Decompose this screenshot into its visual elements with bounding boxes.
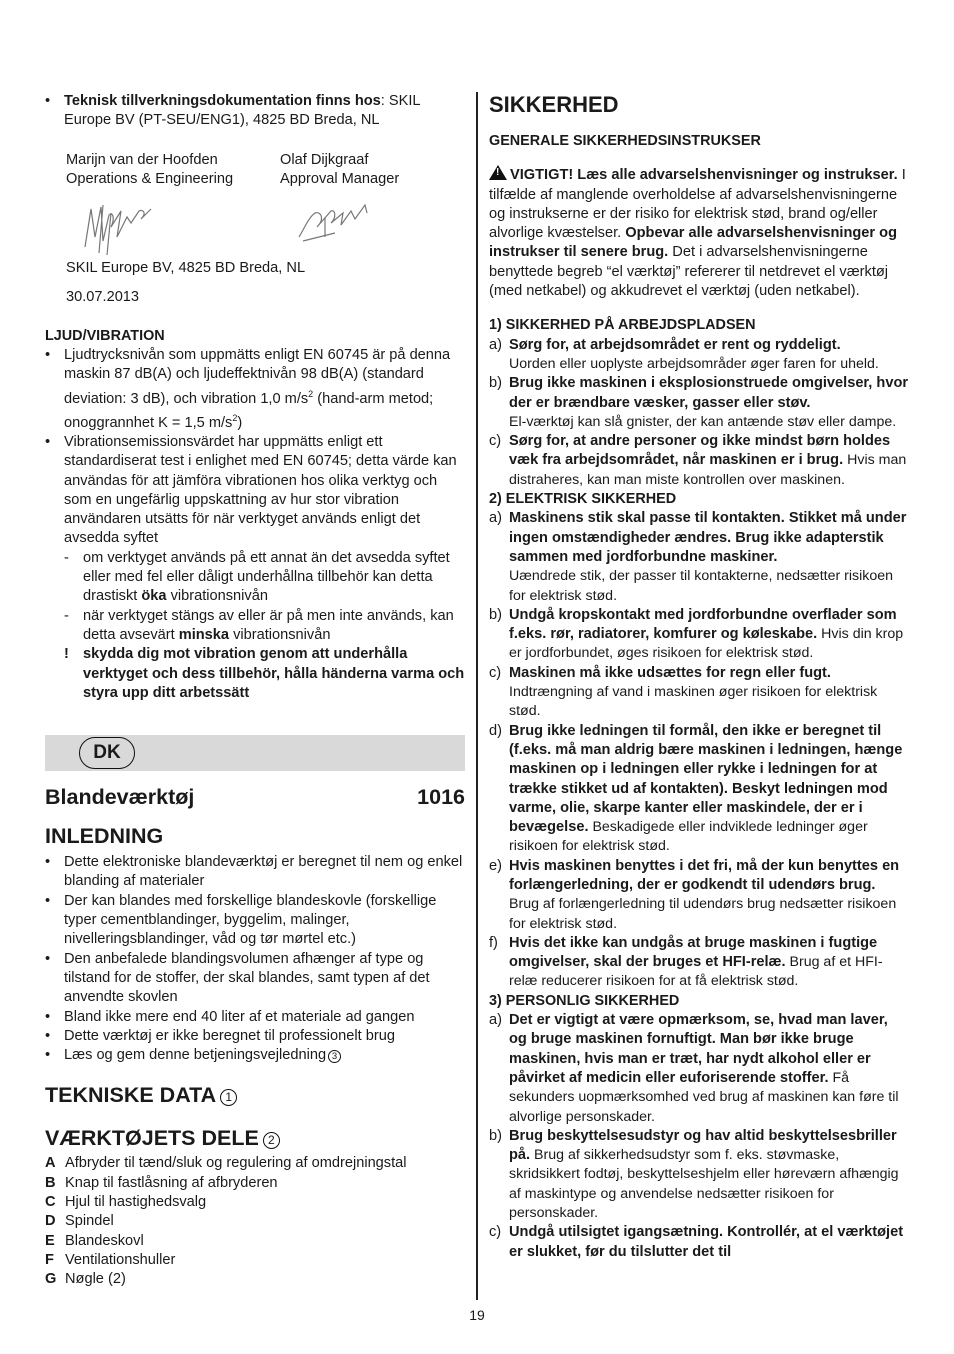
ref-1-icon: 1 [220,1089,237,1106]
item-text: Brug af et HFI-relæ reducerer risikoen for at få elektrisk stød. [509,954,883,990]
intro-heading: INLEDNING [45,824,164,849]
item-bold: Sørg for, at arbejdsområdet er rent og ryddeligt. [509,336,841,353]
excl-mark: ! [64,646,69,663]
signature-1 [81,197,295,261]
item-text: Hvis man distraheres, kan man miste kontrollen over maskinen. [509,452,907,488]
dash-item-1 [45,549,465,607]
item-bold: Sørg for, at andre personer og ikke mindst børn holdes væk fra arbejdsområdet, når maskinen er i brug. [509,433,891,469]
dash-item-2 [45,607,465,646]
dash2-c: vibrationsnivån [229,626,331,643]
safety-item [489,1127,909,1223]
important-text1: I tilfælde af manglende overholdelse af advarselshenvisningerne og instrukserne er der risiko for elektrisk stød, brand og/eller alvorlige kvæstelser. [489,167,906,242]
signature-2 [295,197,375,261]
dash-mark: - [64,607,69,624]
tech-heading [45,1082,465,1108]
item-text: Brug af forlængerledning til udendørs brug nedsætter risikoen for elektrisk stød. [509,896,897,932]
important-paragraph [489,165,909,301]
item-bold: Det er vigtigt at være opmærksom, se, hvad man laver, og bruge maskinen fornuftigt. Man bør ikke bruge maskinen, hvis man er træt, har nydt alkohol eller er påvirket af medicin eller euforiserende stoffer. [509,1012,888,1086]
dash2-a: när verktyget stängs av eller är på men inte används, kan detta avsevärt [83,607,454,643]
part-text: Knap til fastlåsning af afbryderen [65,1174,278,1191]
item-bold: Brug ikke ledningen til formål, den ikke er beregnet til (f.eks. må man aldrig bære maskinen i ledningen, hænge maskinen op i ledningen eller rykke i ledningen for at trække stikket ud af kontakten). Beskyt ledningen mod varme, olie, skarpe kanter eller maskindele, der er i bevægelse. [509,722,903,836]
intro-item: • Dette elektroniske blandeværktøj er beregnet til nem og enkel blanding af materialer [45,853,465,892]
item-marker: c) [489,664,502,681]
part-row [45,1174,465,1193]
intro-item: • Den anbefalede blandingsvolumen afhænger af type og tilstand for de stoffer, der skal blandes, samt typen af det anvendte skovlen [45,950,465,1008]
safety-item [489,664,909,722]
intro-item-last [45,1046,465,1065]
item-text: El-værktøj kan slå gnister, der kan antænde støv eller dampe. [509,413,897,430]
general-heading: GENERALE SIKKERHEDSINSTRUKSER [489,133,761,149]
sup: 2 [308,388,314,399]
left-column [45,92,465,1289]
item-marker: b) [489,1127,502,1144]
warning-icon [489,165,507,180]
item-bold: Hvis maskinen benyttes i det fri, må der kun benyttes en forlængerledning, der er godkendt til udendørs brug. [509,857,900,893]
safety-item [489,857,909,934]
item-bold: Maskinens stik skal passe til kontakten. Stikket må under ingen omstændigheder ændres. Brug ikke adapterstik sammen med jordforbundne maskiner. [509,510,907,565]
excl-text: skydda dig mot vibration genom att underhålla verktyget och dess tillbehör, hålla händerna varma och styra upp ditt arbetssätt [83,646,465,701]
s3-heading: 3) PERSONLIG SIKKERHED [489,992,680,1009]
part-row [45,1193,465,1212]
item-text: Indtrængning af vand i maskinen øger risikoen for elektrisk stød. [509,684,878,720]
part-key: C [45,1194,56,1210]
part-text: Nøgle (2) [65,1271,126,1288]
part-row [45,1232,465,1251]
dash-mark: - [64,549,69,566]
item-text: Brug af sikkerhedsudstyr som f. eks. støvmaske, skridsikkert fodtøj, beskyttelseshjelm eller høreværn afhængig af maskintype og anvendelse nedsætter risikoen for personskader. [509,1147,899,1222]
item-bold: Hvis det ikke kan undgås at bruge maskinen i fugtige omgivelser, skal der bruges et HFI-relæ. [509,934,878,971]
item-text: Få sekunders uopmærksomhed ved brug af maskinen kan føre til alvorlige personskader. [509,1069,899,1125]
sig2-name: Olaf Dijkgraaf [280,151,369,168]
safety-item [489,1223,909,1262]
tech-heading-text: TEKNISKE DATA [45,1083,217,1108]
part-key: G [45,1271,57,1288]
ref-3-icon: 3 [328,1050,341,1063]
part-text: Hjul til hastighedsvalg [65,1194,207,1210]
part-row [45,1154,465,1173]
s1-list [489,336,909,490]
tech-doc-item [45,92,465,131]
noise-1b: (hand-arm metod; onoggrannhet K = 1,5 m/s [64,390,434,431]
item-marker: d) [489,722,502,739]
safety-item [489,606,909,664]
safety-heading: SIKKERHED [489,92,619,117]
s1-heading: 1) SIKKERHED PÅ ARBEJDSPLADSEN [489,317,756,334]
language-bar [45,735,465,771]
item-marker: c) [489,1224,502,1241]
item-bold: Brug beskyttelsesudstyr og hav altid beskyttelsesbriller på. [509,1127,897,1164]
dash2-b: minska [178,626,230,643]
item-text: Beskadigede eller indviklede ledninger øger risikoen for elektrisk stød. [509,819,868,855]
s2-list [489,509,909,991]
important-text2: Det i advarselshenvisningerne benyttede begreb “el værktøj” refererer til netdrevet el værktøj (med netkabel) og akkudrevet el værktøj (uden netkabel). [489,244,889,300]
item-text: Hvis din krop er jordforbundet, øges risikoen for elektrisk stød. [509,626,904,662]
safety-item [489,509,909,605]
sup: 2 [232,412,238,423]
intro-item: • Der kan blandes med forskellige blandeskovle (forskellige typer cementblandinger, byggelim, malinger, nivelleringsblandinger, våd og tør mørtel etc.) [45,892,465,950]
dash1-a: om verktyget används på ett annat än det avsedda syftet eller med fel eller dåligt underhållna tillbehör kan detta drastiskt [83,549,450,605]
item-bold: Undgå utilsigtet igangsætning. Kontrollér, at el værktøjet er slukket, før du tilslutter det til [509,1224,904,1260]
part-text: Ventilationshuller [65,1251,176,1268]
part-key: E [45,1232,55,1249]
item-bold: Brug ikke maskinen i eksplosionstruede omgivelser, hvor der er brændbare væsker, gasser eller støv. [509,375,909,411]
signature-images [81,197,465,261]
intro-last: Læs og gem denne betjeningsvejledning [64,1047,327,1064]
right-column [489,92,909,1262]
part-row [45,1212,465,1231]
safety-item [489,336,909,375]
part-key: B [45,1174,56,1191]
excl-item [45,645,465,703]
item-marker: b) [489,375,502,392]
noise-1c: ) [237,414,243,431]
item-bold: Undgå kropskontakt med jordforbundne overflader som f.eks. rør, radiatorer, komfurer og køleskabe. [509,606,897,643]
item-marker: a) [489,510,502,527]
part-row [45,1251,465,1270]
item-text: Uorden eller uoplyste arbejdsområder øger faren for uheld. [509,355,879,372]
part-text: Blandeskovl [65,1232,144,1249]
sig1-name: Marijn van der Hoofden [66,151,218,168]
important-bold2: Opbevar alle advarselshenvisninger og instrukser til senere brug. [489,225,897,261]
tech-doc-rest: : SKIL Europe BV (PT-SEU/ENG1), 4825 BD Breda, NL [64,93,421,129]
column-divider [476,92,478,1300]
part-key: F [45,1251,54,1268]
dash1-b: öka [141,588,167,605]
dash1-c: vibrationsnivån [166,588,268,605]
date: 30.07.2013 [66,289,140,306]
part-text: Spindel [65,1213,114,1230]
part-key: A [45,1155,56,1172]
language-badge: DK [79,737,135,769]
ref-2-icon: 2 [263,1132,280,1149]
tech-doc-bold: Teknisk tillverkningsdokumentation finns hos [64,93,381,109]
signatories [66,151,465,190]
noise-item-2: • Vibrationsemissionsvärdet har uppmätts enligt ett standardiserat test i enlighet med EN 60745; detta värde kan användas för att jämföra vibrationen hos olika verktyg och som en ungefärlig uppskattning av hur stor vibration användaren utsätts för när verktyget används enligt det avsedda syftet [45,433,465,549]
product-title [45,784,465,810]
company-address: SKIL Europe BV, 4825 BD Breda, NL [66,260,306,277]
item-marker: e) [489,857,502,874]
parts-heading [45,1125,465,1151]
noise-item-1 [45,346,465,433]
safety-item [489,374,909,432]
item-marker: f) [489,934,498,951]
intro-item: • Dette værktøj er ikke beregnet til professionelt brug [45,1027,465,1046]
product-name: Blandeværktøj [45,785,195,810]
item-text: Uændrede stik, der passer til kontakterne, nedsætter risikoen for elektrisk stød. [509,568,894,604]
noise-heading: LJUD/VIBRATION [45,327,165,344]
part-key: D [45,1213,56,1230]
product-number: 1016 [417,785,465,810]
s3-list [489,1011,909,1262]
part-text: Afbryder til tænd/sluk og regulering af omdrejningstal [65,1155,407,1172]
intro-list [45,853,465,1046]
noise-1a: Ljudtrycksnivån som uppmätts enligt EN 60745 är på denna maskin 87 dB(A) och ljudeffektnivån 98 dB(A) (standard deviation: 3 dB), och vibration 1,0 m/s [64,347,451,407]
parts-list [45,1154,465,1289]
item-marker: a) [489,1012,502,1029]
item-marker: a) [489,336,502,353]
parts-heading-text: VÆRKTØJETS DELE [45,1126,259,1151]
item-marker: b) [489,606,502,623]
sig2-title: Approval Manager [280,170,400,187]
safety-item [489,934,909,992]
page-number: 19 [469,1307,485,1323]
item-marker: c) [489,433,502,450]
s2-heading: 2) ELEKTRISK SIKKERHED [489,491,677,508]
item-bold: Maskinen må ikke udsættes for regn eller fugt. [509,664,831,681]
intro-item: • Bland ikke mere end 40 liter af et materiale ad gangen [45,1008,465,1027]
important-bold1: VIGTIGT! Læs alle advarselshenvisninger og instrukser. [510,167,898,184]
sig1-title: Operations & Engineering [66,170,234,187]
part-row [45,1270,465,1289]
safety-item [489,432,909,490]
safety-item [489,1011,909,1127]
safety-item [489,722,909,857]
